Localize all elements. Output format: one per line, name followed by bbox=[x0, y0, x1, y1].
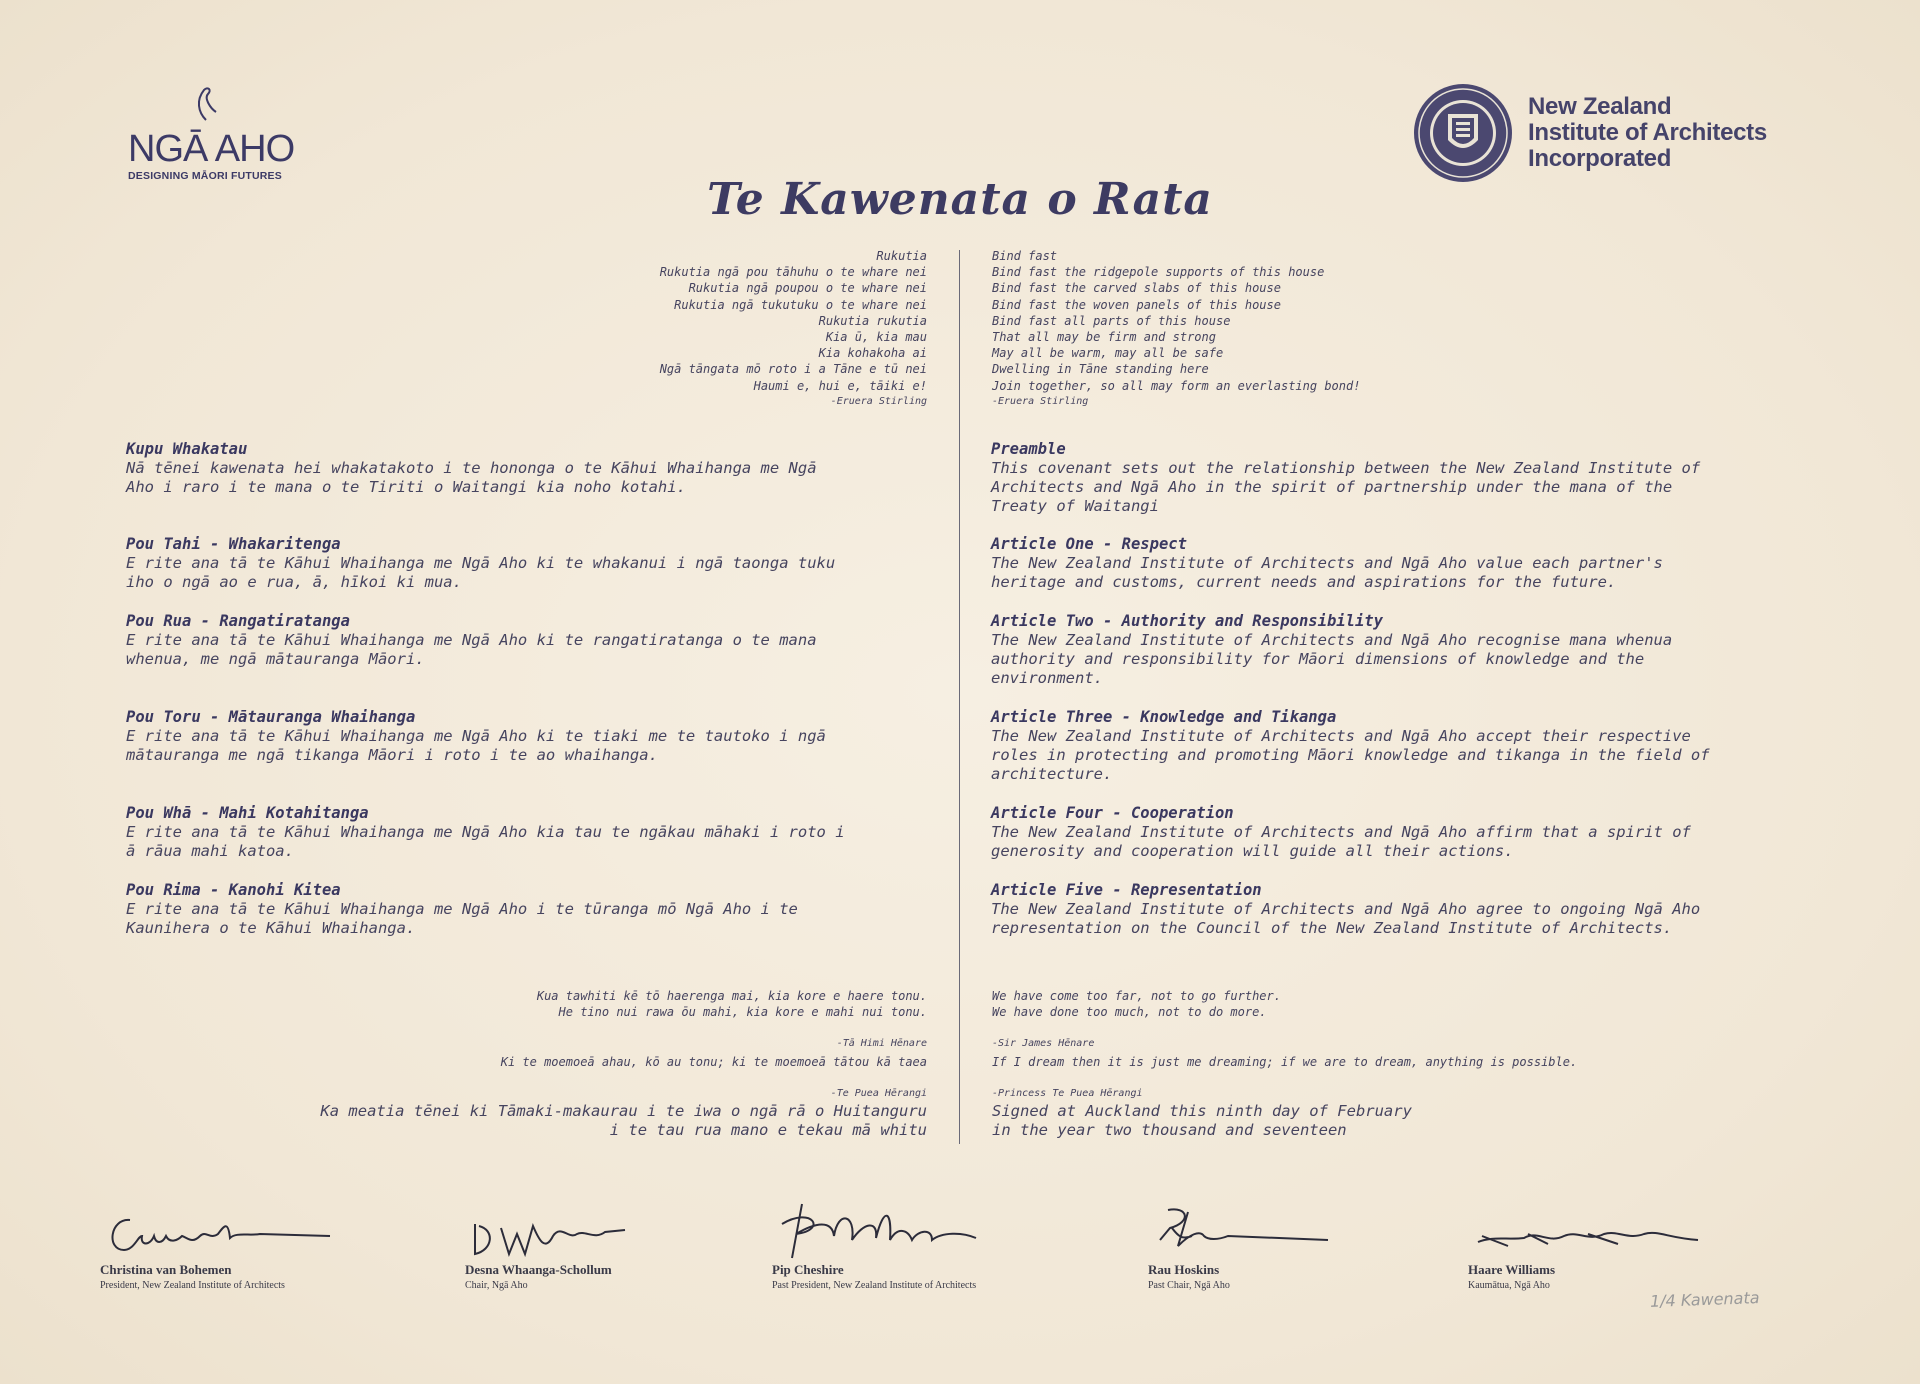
quote-attribution: -Princess Te Puea Hērangi bbox=[992, 1088, 1143, 1099]
quote-attribution: -Tā Himi Hēnare bbox=[836, 1038, 927, 1049]
quote-attribution: -Te Puea Hērangi bbox=[830, 1088, 927, 1099]
signature-1 bbox=[100, 1200, 340, 1260]
poem-english-attribution: -Eruera Stirling bbox=[992, 395, 1089, 407]
section-body: The New Zealand Institute of Architects and Ngā Aho value each partner's heritage and customs, current needs and aspirations for the future. bbox=[991, 554, 1663, 591]
signatory-role: Chair, Ngā Aho bbox=[465, 1280, 528, 1291]
signatory-role: Past Chair, Ngā Aho bbox=[1148, 1280, 1230, 1291]
poem-line: Rukutia rukutia bbox=[818, 313, 927, 328]
section-heading: Article Two - Authority and Responsibility bbox=[991, 612, 1383, 630]
signatory-name: Haare Williams bbox=[1468, 1262, 1556, 1277]
english-section bbox=[991, 535, 1771, 592]
poem-line: Bind fast the woven panels of this house bbox=[992, 297, 1281, 312]
signatory-role: Kaumātua, Ngā Aho bbox=[1468, 1280, 1550, 1291]
signatory-4 bbox=[1148, 1200, 1338, 1291]
quote-text: We have come too far, not to go further. We have done too much, not to do more. bbox=[992, 989, 1281, 1019]
poem-line: Rukutia ngā tukutuku o te whare nei bbox=[674, 297, 927, 312]
section-heading: Pou Tahi - Whakaritenga bbox=[126, 535, 341, 553]
poem-line: Rukutia ngā pou tāhuhu o te whare nei bbox=[659, 265, 927, 280]
poem-line: Kia ū, kia mau bbox=[825, 330, 927, 345]
poem-maori bbox=[507, 248, 927, 410]
nga-aho-koru-icon bbox=[186, 82, 226, 122]
poem-line: Bind fast all parts of this house bbox=[992, 313, 1231, 328]
nzia-name-line1: New Zealand bbox=[1528, 93, 1672, 120]
poem-line: Rukutia bbox=[876, 249, 927, 263]
signature-2 bbox=[465, 1200, 645, 1260]
pencil-note: 1/4 Kawenata bbox=[1649, 1288, 1760, 1311]
maori-section bbox=[126, 708, 906, 765]
signatory-name: Rau Hoskins bbox=[1148, 1262, 1220, 1277]
poem-line: Bind fast bbox=[992, 249, 1058, 263]
nzia-name-line3: Incorporated bbox=[1528, 145, 1672, 172]
section-body: Nā tēnei kawenata hei whakatakoto i te hononga o te Kāhui Whaihanga me Ngā Aho i raro i te mana o te Tiriti o Waitangi kia noho kotahi. bbox=[126, 459, 817, 496]
section-body: E rite ana tā te Kāhui Whaihanga me Ngā Aho ki te whakanui i ngā taonga tuku iho o ngā ao e rua, ā, hīkoi ki mua. bbox=[126, 554, 836, 591]
section-heading: Pou Whā - Mahi Kotahitanga bbox=[126, 804, 369, 822]
section-body: The New Zealand Institute of Architects and Ngā Aho agree to ongoing Ngā Aho representation on the Council of the New Zealand Institute of Architects. bbox=[991, 900, 1701, 937]
nzia-seal-icon bbox=[1412, 82, 1514, 184]
english-section bbox=[991, 612, 1771, 688]
poem-line: May all be warm, may all be safe bbox=[992, 346, 1224, 361]
maori-section bbox=[126, 535, 906, 592]
signed-english: Signed at Auckland this ninth day of February in the year two thousand and seventeen bbox=[992, 1102, 1412, 1139]
section-heading: Pou Rima - Kanohi Kitea bbox=[126, 881, 341, 899]
poem-line: Kia kohakoha ai bbox=[818, 346, 927, 361]
english-section bbox=[991, 881, 1771, 938]
poem-line: Rukutia ngā poupou o te whare nei bbox=[688, 281, 927, 296]
maori-section bbox=[126, 881, 906, 938]
section-body: E rite ana tā te Kāhui Whaihanga me Ngā Aho ki te tiaki me te tautoko i ngā mātauranga me ngā tikanga Māori i roto i te ao whaihanga. bbox=[126, 727, 826, 764]
maori-section bbox=[126, 804, 906, 861]
quote-attribution: -Sir James Hēnare bbox=[992, 1038, 1095, 1049]
english-section bbox=[991, 440, 1771, 516]
signature-4 bbox=[1148, 1200, 1338, 1260]
nga-aho-logo bbox=[128, 86, 298, 182]
section-body: The New Zealand Institute of Architects and Ngā Aho recognise mana whenua authority and responsibility for Māori dimensions of knowledge and the environment. bbox=[991, 631, 1673, 687]
section-heading: Kupu Whakatau bbox=[126, 440, 248, 458]
poem-line: Haumi e, hui e, tāiki e! bbox=[753, 378, 927, 393]
nga-aho-wordmark: NGĀ AHO bbox=[128, 128, 295, 170]
section-heading: Article One - Respect bbox=[991, 535, 1187, 553]
maori-section bbox=[126, 612, 906, 669]
section-body: The New Zealand Institute of Architects and Ngā Aho affirm that a spirit of generosity and cooperation will guide all their actions. bbox=[991, 823, 1691, 860]
quote-text: If I dream then it is just me dreaming; if we are to dream, anything is possible. bbox=[992, 1055, 1578, 1069]
signatory-3 bbox=[772, 1200, 992, 1291]
english-section bbox=[991, 708, 1771, 784]
signatory-5 bbox=[1468, 1200, 1708, 1291]
english-section bbox=[991, 804, 1771, 861]
signatory-1 bbox=[100, 1200, 340, 1291]
signatory-role: Past President, New Zealand Institute of Architects bbox=[772, 1280, 977, 1291]
section-heading: Article Four - Cooperation bbox=[991, 804, 1234, 822]
poem-english bbox=[992, 248, 1512, 410]
signature-3 bbox=[772, 1200, 992, 1260]
poem-line: Ngā tāngata mō roto i a Tāne e tū nei bbox=[659, 362, 927, 377]
signatory-name: Desna Whaanga-Schollum bbox=[465, 1262, 612, 1277]
poem-line: Join together, so all may form an everlasting bond! bbox=[992, 378, 1361, 393]
poem-line: Dwelling in Tāne standing here bbox=[992, 362, 1209, 377]
section-heading: Article Three - Knowledge and Tikanga bbox=[991, 708, 1337, 726]
signed-maori: Ka meatia tēnei ki Tāmaki-makaurau i te iwa o ngā rā o Huitanguru i te tau rua mano e tekau mā whitu bbox=[320, 1102, 927, 1139]
maori-section bbox=[126, 440, 906, 497]
section-heading: Pou Rua - Rangatiratanga bbox=[126, 612, 350, 630]
signatory-name: Christina van Bohemen bbox=[100, 1262, 232, 1277]
quote-text: Kua tawhiti kē tō haerenga mai, kia kore e haere tonu. He tino nui rawa ōu mahi, kia kore e mahi nui tonu. bbox=[536, 989, 927, 1019]
signature-5 bbox=[1468, 1200, 1708, 1260]
quote-text: Ki te moemoeā ahau, kō au tonu; ki te moemoeā tātou kā taea bbox=[500, 1055, 927, 1069]
document-title: Te Kawenata o Rata bbox=[707, 174, 1213, 225]
poem-line: Bind fast the carved slabs of this house bbox=[992, 281, 1281, 296]
poem-maori-attribution: -Eruera Stirling bbox=[830, 395, 927, 407]
section-body: This covenant sets out the relationship between the New Zealand Institute of Architects and Ngā Aho in the spirit of partnership under the mana of the Treaty of Waitangi bbox=[991, 459, 1701, 515]
section-heading: Preamble bbox=[991, 440, 1066, 458]
section-heading: Pou Toru - Mātauranga Whaihanga bbox=[126, 708, 416, 726]
signatory-2 bbox=[465, 1200, 645, 1291]
nzia-name bbox=[1528, 94, 1767, 172]
poem-line: That all may be firm and strong bbox=[992, 330, 1216, 345]
signatory-name: Pip Cheshire bbox=[772, 1262, 844, 1277]
section-heading: Article Five - Representation bbox=[991, 881, 1262, 899]
poem-line: Bind fast the ridgepole supports of this house bbox=[992, 265, 1325, 280]
signatory-role: President, New Zealand Institute of Architects bbox=[100, 1280, 285, 1291]
nga-aho-tagline: DESIGNING MĀORI FUTURES bbox=[128, 170, 282, 182]
section-body: E rite ana tā te Kāhui Whaihanga me Ngā Aho kia tau te ngākau māhaki i roto i ā rāua mahi katoa. bbox=[126, 823, 845, 860]
section-body: E rite ana tā te Kāhui Whaihanga me Ngā Aho i te tūranga mō Ngā Aho i te Kaunihera o te Kāhui Whaihanga. bbox=[126, 900, 798, 937]
column-divider bbox=[959, 250, 960, 1144]
section-body: The New Zealand Institute of Architects and Ngā Aho accept their respective roles in protecting and promoting Māori knowledge and tikanga in the field of architecture. bbox=[991, 727, 1710, 783]
nzia-name-line2: Institute of Architects bbox=[1528, 119, 1767, 146]
section-body: E rite ana tā te Kāhui Whaihanga me Ngā Aho ki te rangatiratanga o te mana whenua, me ngā mātauranga Māori. bbox=[126, 631, 817, 668]
